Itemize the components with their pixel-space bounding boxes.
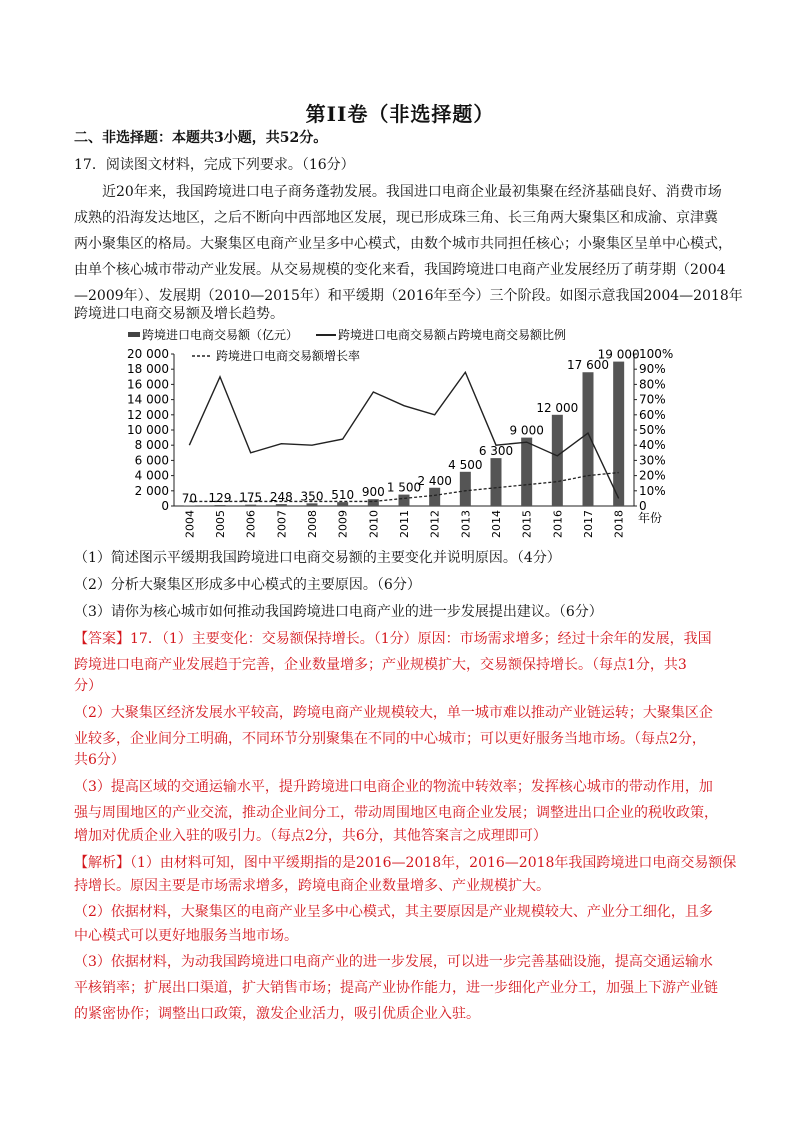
bar (399, 495, 410, 506)
x-tick-label: 2005 (214, 510, 227, 538)
page-title: 第II卷（非选择题） (305, 102, 495, 126)
trade-chart (116, 326, 696, 546)
answer-line: 跨境进口电商产业发展趋于完善，企业数量增多；产业规模扩大，交易额保持增长。（每点1分，共3 (74, 657, 687, 673)
answer-line: （3）提高区域的交通运输水平，提升跨境进口电商企业的物流中转效率；发挥核心城市的带动作用，加 (74, 779, 713, 795)
question-2: （2）分析大聚集区形成多中心模式的主要原因。（6分） (74, 577, 421, 593)
analysis-line: 的紧密协作；调整出口政策，激发企业活力，吸引优质企业入驻。 (74, 1006, 480, 1022)
legend-dashed-label: 跨境进口电商交易额增长率 (216, 349, 361, 363)
x-tick-label: 2014 (490, 510, 503, 538)
left-tick-label: 8 000 (134, 438, 169, 453)
left-tick-label: 20 000 (127, 347, 169, 361)
right-tick-label: 30% (639, 453, 666, 468)
bar-value-label: 19 000 (597, 347, 640, 362)
bar (276, 504, 287, 506)
bar-value-label: 175 (239, 490, 263, 505)
answer-line: （2）大聚集区经济发展水平较高，跨境电商产业规模较大，单一城市难以推动产业链运转；大聚集区企 (74, 705, 713, 721)
answer-line: 增加对优质企业入驻的吸引力。（每点2分，共6分，其他答案言之成理即可） (74, 828, 547, 844)
x-tick-label: 2018 (612, 510, 626, 538)
bar-value-label: 129 (208, 491, 232, 506)
bar (521, 438, 532, 506)
bar-value-label: 17 600 (567, 358, 609, 373)
x-tick-label: 2013 (459, 510, 473, 538)
answer-line: 【答案】17．（1）主要变化：交易额保持增长。（1分）原因：市场需求增多；经过十余年的发展，我国 (74, 631, 712, 647)
x-tick-label: 2008 (306, 510, 319, 538)
question-3: （3）请你为核心城市如何推动我国跨境进口电商产业的进一步发展提出建议。（6分） (74, 604, 603, 620)
x-tick-label: 2010 (367, 510, 381, 538)
bar (613, 362, 624, 506)
material-line: 近20年来，我国跨境进口电子商务蓬勃发展。我国进口电商企业最初集聚在经济基础良好、消费市场 (102, 184, 722, 200)
bar-value-label: 4 500 (448, 457, 483, 472)
bar-value-label: 2 400 (417, 473, 452, 488)
analysis-line: （2）依据材料，大聚集区的电商产业呈多中心模式，其主要原因是产业规模较大、产业分工细化，且多 (74, 904, 713, 920)
bar (245, 505, 256, 506)
answer-line: 业较多，企业间分工明确，不同环节分别聚集在不同的中心城市；可以更好服务当地市场。（每点2分， (74, 731, 706, 747)
bar-value-label: 350 (300, 489, 324, 504)
bar (337, 502, 348, 506)
analysis-line: 持增长。原因主要是市场需求增多，跨境电商企业数量增多、产业规模扩大。 (74, 878, 550, 894)
section-heading: 二、非选择题：本题共3小题，共52分。 (74, 130, 328, 146)
bar (215, 505, 226, 506)
bar (184, 505, 195, 506)
left-tick-label: 14 000 (127, 392, 169, 407)
bar (307, 503, 318, 506)
analysis-line: 平核销率；扩展出口渠道，扩大销售市场；提高产业协作能力，进一步细化产业分工，加强上下游产业链 (74, 980, 718, 996)
left-tick-label: 6 000 (134, 453, 169, 468)
legend-bar-swatch (128, 332, 140, 337)
bar-value-label: 9 000 (509, 423, 544, 438)
x-tick-label: 2009 (336, 510, 350, 538)
right-tick-label: 20% (639, 468, 666, 483)
right-tick-label: 60% (639, 407, 666, 422)
bar (429, 488, 440, 506)
x-tick-label: 2017 (582, 510, 595, 538)
right-tick-label: 40% (639, 438, 666, 453)
question-1: （1）简述图示平缓期我国跨境进口电商交易额的主要变化并说明原因。（4分） (74, 550, 561, 566)
bar-value-label: 12 000 (536, 400, 579, 415)
left-tick-label: 12 000 (127, 407, 169, 422)
bar (552, 415, 563, 506)
analysis-line: 中心模式可以更好地服务当地市场。 (74, 928, 298, 944)
answer-line: 强与周围地区的产业交流，推动企业间分工，带动周围地区电商企业发展；调整进出口企业的税收政策， (74, 805, 718, 821)
material-line: 由单个核心城市带动产业发展。从交易规模的变化来看，我国跨境进口电商产业发展经历了萌芽期（2004 (74, 262, 726, 278)
x-tick-label: 2011 (398, 510, 411, 538)
bar-value-label: 6 300 (478, 444, 514, 459)
x-tick-label: 2006 (244, 510, 258, 538)
answer-line: 共6分） (74, 752, 125, 768)
material-line: —2009年）、发展期（2010—2015年）和平缓期（2016年至今）三个阶段。如图示意我国2004—2018年 (74, 288, 743, 304)
bar (583, 372, 594, 506)
material-line: 成熟的沿海发达地区，之后不断向中西部地区发展，现已形成珠三角、长三角两大聚集区和成渝、京津冀 (74, 210, 718, 226)
legend-bar-label: 跨境进口电商交易额（亿元） (142, 328, 299, 342)
left-tick-label: 2 000 (134, 483, 169, 498)
left-tick-label: 4 000 (134, 468, 169, 483)
bar-value-label: 510 (331, 488, 355, 503)
left-tick-label: 0 (161, 499, 169, 513)
material-line: 跨境进口电商交易额及增长趋势。 (74, 306, 284, 322)
x-tick-label: 2015 (520, 510, 534, 538)
right-tick-label: 70% (639, 392, 666, 407)
bar-value-label: 70 (181, 491, 197, 506)
material-line: 两小聚集区的格局。大聚集区电商产业呈多中心模式，由数个城市共同担任核心；小聚集区呈单中心模式， (74, 236, 732, 252)
bar (460, 472, 471, 506)
right-tick-label: 100% (639, 347, 674, 361)
bar-value-label: 900 (361, 485, 385, 500)
left-tick-label: 10 000 (127, 423, 169, 437)
x-axis-title: 年份 (638, 511, 663, 525)
bar (491, 458, 502, 506)
right-tick-label: 50% (639, 423, 666, 437)
analysis-line: （3）依据材料，为动我国跨境进口电商产业的进一步发展，可以进一步完善基础设施，提高交通运输水 (74, 954, 713, 970)
x-tick-label: 2012 (428, 510, 442, 538)
x-tick-label: 2016 (551, 510, 565, 538)
question-header: 17．阅读图文材料，完成下列要求。（16分） (74, 157, 355, 173)
right-tick-label: 0 (639, 499, 647, 513)
bar (368, 499, 379, 506)
left-tick-label: 18 000 (127, 362, 169, 377)
x-tick-label: 2007 (275, 510, 289, 538)
right-tick-label: 90% (639, 362, 666, 377)
left-tick-label: 16 000 (127, 377, 169, 392)
bar-value-label: 248 (269, 490, 293, 505)
analysis-line: 【解析】（1）由材料可知，图中平缓期指的是2016—2018年，2016—2018年我国跨境进口电商交易额保 (74, 855, 737, 871)
answer-line: 分） (74, 678, 102, 694)
legend-solid-label: 跨境进口电商交易额占跨境电商交易额比例 (338, 328, 567, 342)
bar-value-label: 1 500 (386, 480, 422, 495)
right-tick-label: 10% (639, 483, 666, 498)
x-tick-label: 2004 (183, 510, 197, 538)
right-tick-label: 80% (639, 377, 666, 392)
